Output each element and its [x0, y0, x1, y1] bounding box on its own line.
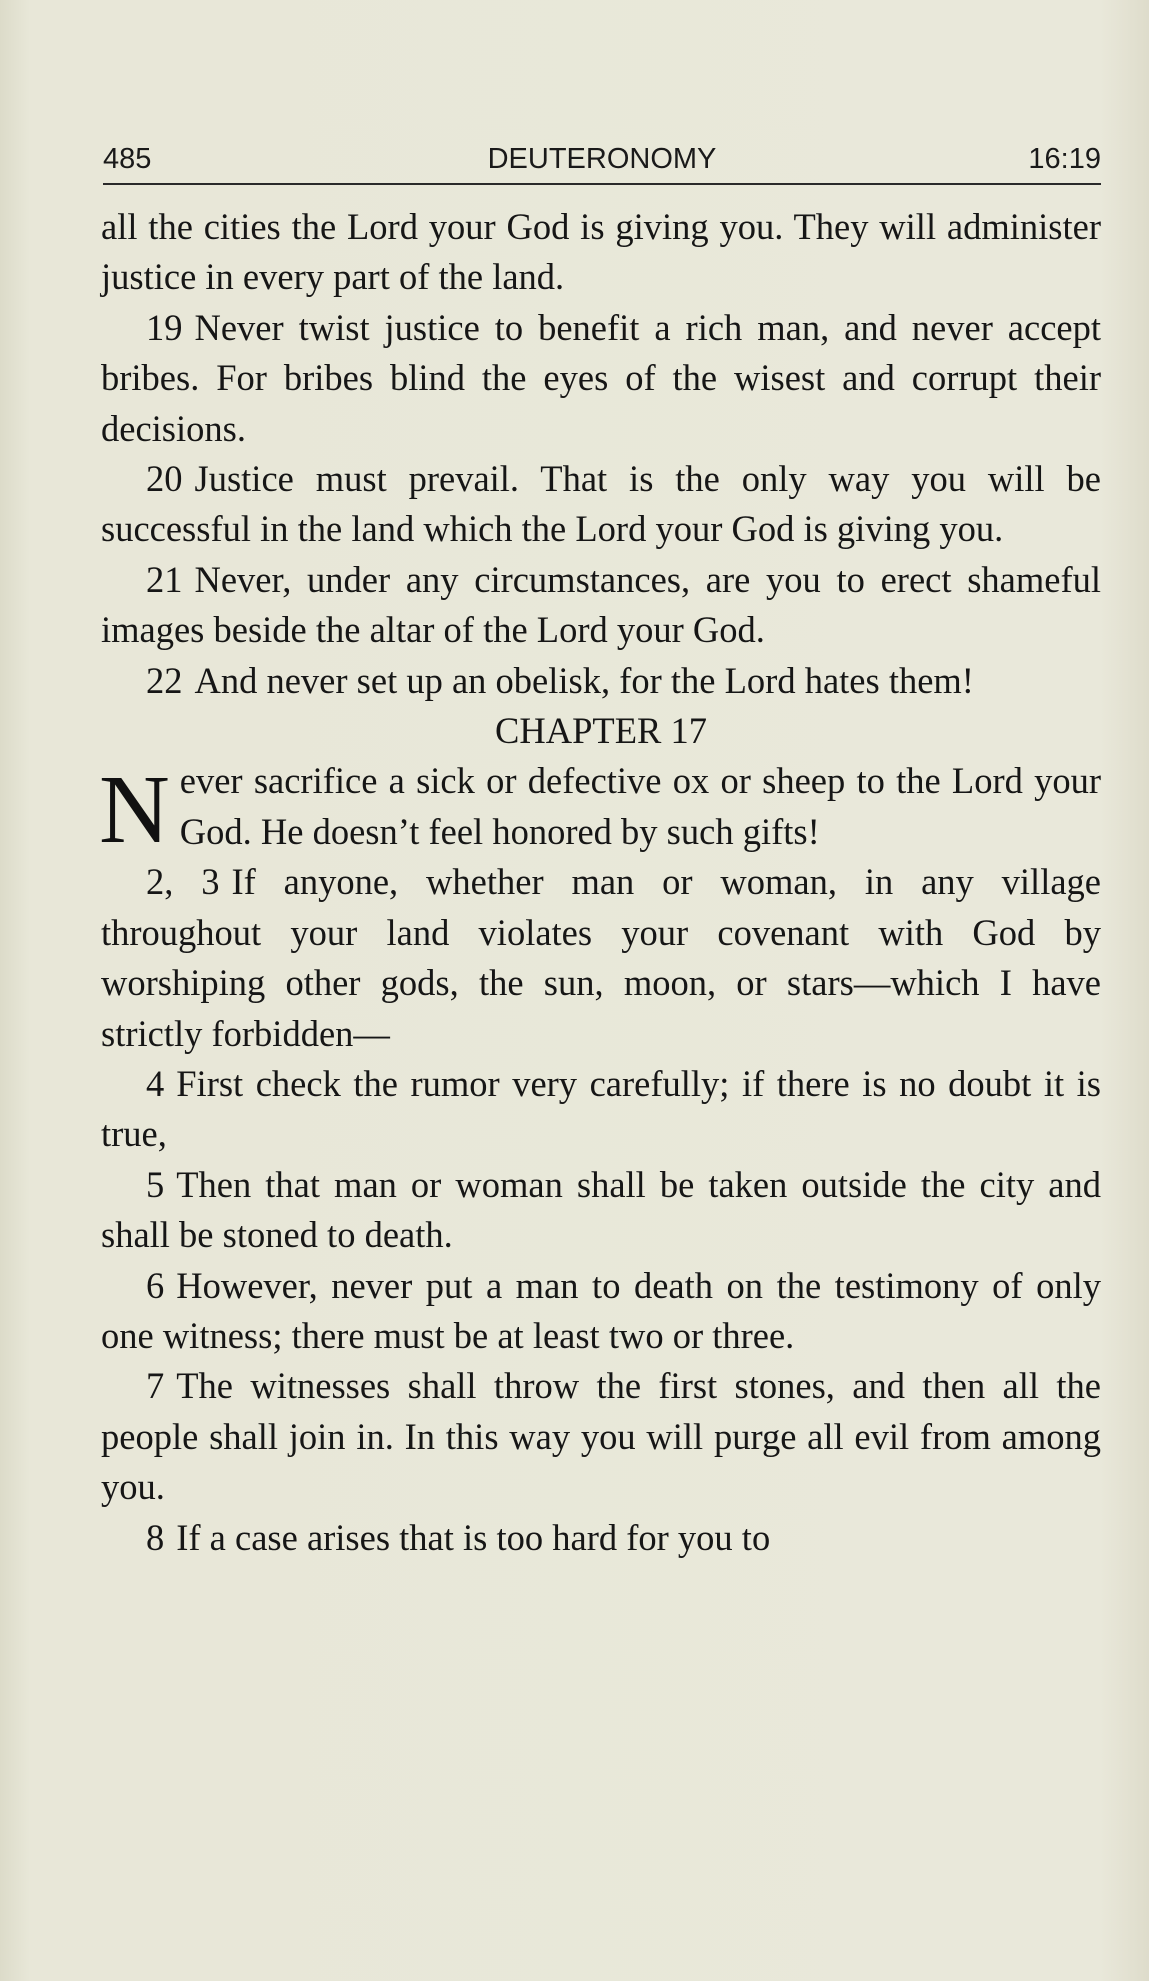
- verse-text: However, never put a man to death on the testimony of only one witness; there must be at least two or three.: [101, 1264, 1101, 1356]
- verse-text: And never set up an obelisk, for the Lord hates them!: [194, 659, 974, 701]
- verse-number: 5: [146, 1163, 165, 1205]
- verse-number: 4: [146, 1062, 165, 1104]
- verse-7: [101, 1361, 1101, 1512]
- verse-6: [101, 1261, 1101, 1362]
- header-rule: [103, 183, 1101, 185]
- verse-21: [101, 555, 1101, 656]
- page-number: 485: [103, 143, 152, 175]
- running-header: [103, 143, 1101, 183]
- verse-text: Never, under any circumstances, are you to erect shameful images beside the altar of the Lord your God.: [101, 558, 1101, 651]
- verse-text: Then that man or woman shall be taken outside the city and shall be stoned to death.: [101, 1163, 1101, 1256]
- verse-number: 20: [146, 458, 183, 500]
- verse-number: 8: [146, 1516, 165, 1558]
- verse-text: ever sacrifice a sick or defective ox or sheep to the Lord your God. He doesn’t feel honored by such gifts!: [179, 760, 1101, 852]
- verse-20: [101, 454, 1101, 555]
- chapter-first-verse: [99, 756, 1101, 865]
- verse-number: 22: [146, 659, 183, 701]
- verse-2-3: [101, 857, 1101, 1059]
- verse-22: [101, 656, 1101, 706]
- verse-number: 2, 3: [146, 861, 220, 903]
- chapter-heading: CHAPTER 17: [495, 710, 707, 752]
- chapter-verse-reference: 16:19: [1028, 143, 1101, 175]
- verse-number: 7: [146, 1365, 165, 1407]
- continued-paragraph: all the cities the Lord your God is giving you. They will administer justice in every part of the land.: [101, 206, 1101, 298]
- verse-4: [101, 1059, 1101, 1160]
- drop-cap: N: [99, 756, 170, 865]
- verse-text: If a case arises that is too hard for you to: [176, 1516, 771, 1558]
- verse-5: [101, 1160, 1101, 1261]
- verse-number: 6: [146, 1264, 165, 1306]
- verse-number: 19: [146, 306, 183, 348]
- verse-19: [101, 303, 1101, 454]
- verse-text: The witnesses shall throw the first stones, and then all the people shall join in. In this way you will purge all evil from among you.: [101, 1365, 1101, 1508]
- page-body: [101, 202, 1101, 1563]
- verse-text: First check the rumor very carefully; if there is no doubt it is true,: [101, 1062, 1101, 1155]
- verse-text: Justice must prevail. That is the only way you will be successful in the land which the Lord your God is giving you.: [101, 458, 1101, 550]
- verse-text: If anyone, whether man or woman, in any village throughout your land violates your covenant with God by worshiping other gods, the sun, moon, or stars—which I have strictly forbidden—: [101, 861, 1101, 1054]
- book-title: DEUTERONOMY: [487, 143, 717, 175]
- verse-8: [101, 1513, 1101, 1563]
- verse-number: 21: [146, 558, 183, 600]
- verse-text: Never twist justice to benefit a rich man, and never accept bribes. For bribes blind the eyes of the wisest and corrupt their decisions.: [101, 306, 1101, 449]
